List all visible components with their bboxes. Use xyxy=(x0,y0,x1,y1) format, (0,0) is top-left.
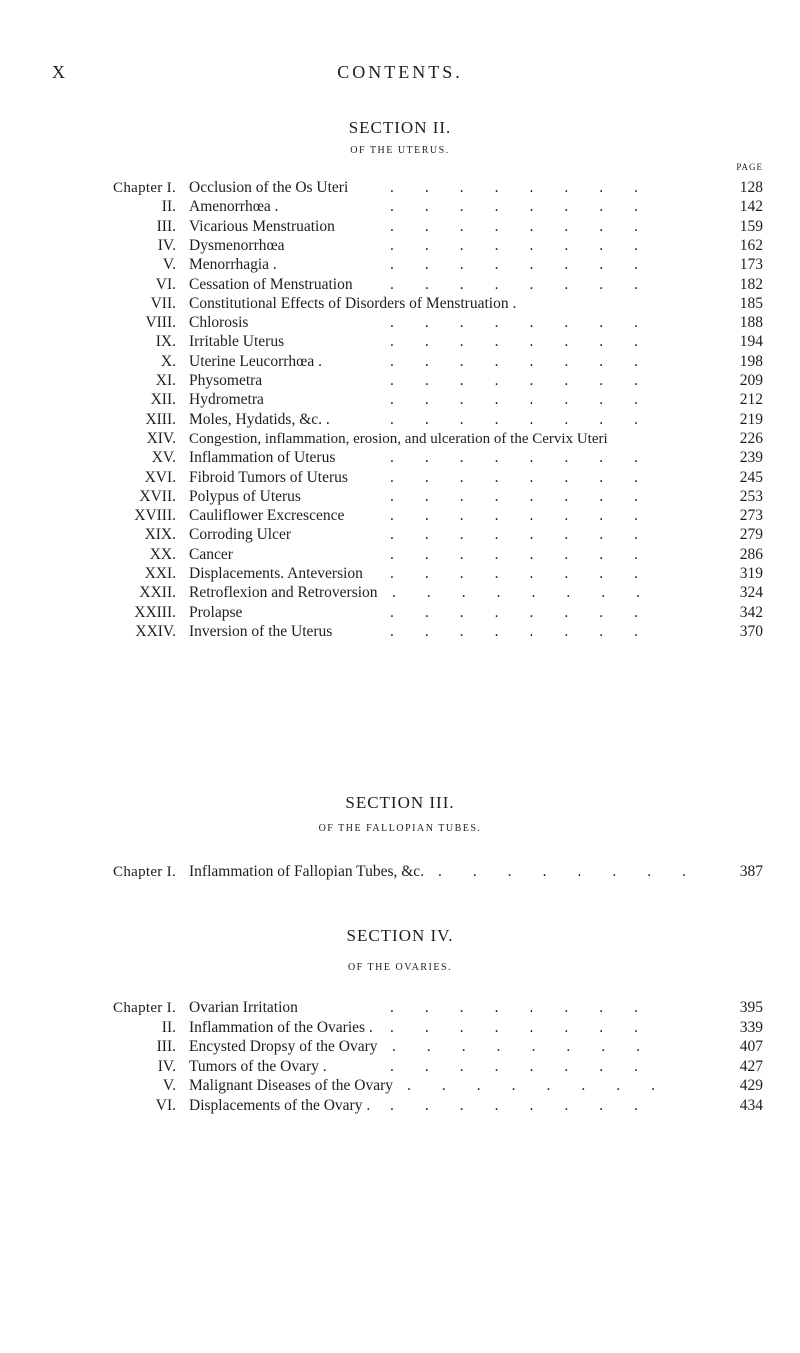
toc-entry xyxy=(0,332,800,352)
dot-leader: . . . . . . . . xyxy=(390,410,638,428)
page-number: 339 xyxy=(739,1018,763,1036)
toc-entry xyxy=(0,525,800,545)
section-title: SECTION III. xyxy=(345,793,455,812)
chapter-number: XXIV. xyxy=(135,622,176,640)
chapter-number: XVII. xyxy=(139,487,176,505)
page-number: 387 xyxy=(739,863,763,880)
chapter-number: IV. xyxy=(157,236,176,254)
dot-leader: . . . . . . . . xyxy=(390,314,638,332)
page-number: 434 xyxy=(739,1096,763,1114)
dot-leader: . . . . . . . . xyxy=(390,999,638,1016)
page-number: 407 xyxy=(739,1038,763,1055)
dot-leader: . . . . . . . . xyxy=(390,1096,638,1114)
dot-leader: . . . . . . . . xyxy=(390,256,638,274)
toc-entry xyxy=(0,275,800,295)
page-number: 212 xyxy=(739,391,763,409)
chapter-title: Moles, Hydatids, &c. . xyxy=(189,410,330,428)
chapter-number: IV. xyxy=(157,1057,176,1075)
page-number: 194 xyxy=(739,333,763,351)
chapter-number: XX. xyxy=(149,545,176,563)
dot-leader: . . . . . . . . xyxy=(390,526,638,544)
dot-leader: . . . . . . . . xyxy=(390,449,638,467)
chapter-number: Chapter I. xyxy=(113,180,176,196)
toc-entry xyxy=(0,998,800,1018)
toc-entry xyxy=(0,410,800,430)
toc-entry xyxy=(0,506,800,526)
toc-entry xyxy=(0,487,800,507)
toc-entry xyxy=(0,862,800,882)
section-title: SECTION II. xyxy=(348,118,452,137)
toc-entry xyxy=(0,178,800,198)
toc-entry xyxy=(0,583,800,603)
toc-entry xyxy=(0,545,800,565)
toc-entry xyxy=(0,622,800,642)
chapter-title: Amenorrhœa . xyxy=(189,198,279,216)
toc-entry xyxy=(0,294,800,314)
chapter-number: XVI. xyxy=(144,468,176,486)
chapter-title: Corroding Ulcer xyxy=(189,526,292,544)
chapter-title: Inversion of the Uterus xyxy=(189,622,333,640)
chapter-number: V. xyxy=(162,1077,176,1094)
dot-leader: . . . . . . . . xyxy=(392,1038,640,1055)
page-number: 159 xyxy=(739,217,763,235)
toc-entry xyxy=(0,236,800,256)
chapter-title: Inflammation of Uterus xyxy=(189,449,336,467)
chapter-number: XII. xyxy=(150,391,176,409)
dot-leader: . . . . . . . . xyxy=(390,372,638,389)
dot-leader: . . . . . . . . xyxy=(390,487,638,505)
chapter-title: Dysmenorrhœa xyxy=(189,236,285,254)
chapter-title: Constitutional Effects of Disorders of Menstruation . xyxy=(189,294,517,312)
dot-leader: . . . . . . . . xyxy=(390,236,638,254)
toc-entry xyxy=(0,371,800,391)
chapter-number: XXI. xyxy=(144,565,176,582)
chapter-title: Chlorosis xyxy=(189,314,249,332)
chapter-title: Inflammation of the Ovaries . xyxy=(189,1018,373,1036)
page-number: 324 xyxy=(739,584,763,602)
dot-leader: . . . . . . . . xyxy=(390,275,638,293)
section-subtitle: OF THE OVARIES. xyxy=(347,962,453,973)
chapter-title: Displacements of the Ovary . xyxy=(189,1096,371,1114)
page-number: 239 xyxy=(739,449,763,467)
dot-leader: . . . . . . . . xyxy=(390,1057,638,1075)
chapter-title: Hydrometra xyxy=(189,391,264,409)
chapter-number: VIII. xyxy=(145,314,176,332)
dot-leader: . . . . . . . . xyxy=(390,1018,638,1036)
page-column-label: PAGE xyxy=(736,162,763,172)
running-title: CONTENTS. xyxy=(337,62,463,82)
dot-leader: . . . . . . . . xyxy=(390,565,638,582)
page-number: 395 xyxy=(739,999,763,1016)
chapter-title: Menorrhagia . xyxy=(189,256,277,274)
toc-entry xyxy=(0,390,800,410)
chapter-number: Chapter I. xyxy=(113,1000,176,1016)
dot-leader: . . . . . . . . xyxy=(390,333,638,351)
page-number: 319 xyxy=(739,565,763,582)
chapter-number: II. xyxy=(161,1018,176,1036)
toc-entry xyxy=(0,603,800,623)
chapter-title: Polypus of Uterus xyxy=(189,487,301,505)
chapter-number: Chapter I. xyxy=(113,864,176,880)
chapter-number: VI. xyxy=(155,275,176,293)
chapter-title: Uterine Leucorrhœa . xyxy=(189,352,322,370)
chapter-title: Cauliflower Excrescence xyxy=(189,507,345,525)
chapter-title: Encysted Dropsy of the Ovary xyxy=(189,1038,378,1055)
toc-entry xyxy=(0,217,800,237)
page-number: 219 xyxy=(739,410,763,428)
dot-leader: . . . . . . . . xyxy=(390,198,638,216)
page-number: 245 xyxy=(739,468,763,486)
chapter-number: VII. xyxy=(150,294,176,312)
dot-leader: . . . . . . . . xyxy=(407,1077,655,1094)
chapter-title: Fibroid Tumors of Uterus xyxy=(189,468,348,486)
chapter-title: Inflammation of Fallopian Tubes, &c. xyxy=(189,863,425,880)
chapter-number: X. xyxy=(160,352,176,370)
page-number: 427 xyxy=(739,1057,763,1075)
chapter-title: Displacements. Anteversion xyxy=(189,565,363,582)
toc-entry xyxy=(0,255,800,275)
section-subtitle: OF THE UTERUS. xyxy=(350,145,450,156)
chapter-number: VI. xyxy=(155,1096,176,1114)
dot-leader: . . . . . . . . xyxy=(392,584,640,602)
chapter-title: Malignant Diseases of the Ovary xyxy=(189,1077,394,1094)
dot-leader: . . . . . . . . xyxy=(390,468,638,486)
chapter-number: II. xyxy=(161,198,176,216)
dot-leader: . . . . . . . . xyxy=(390,352,638,370)
dot-leader: . . . . . . . . xyxy=(438,863,686,880)
chapter-number: XIX. xyxy=(144,526,176,544)
page-number: 182 xyxy=(739,275,763,293)
toc-entry xyxy=(0,1096,800,1116)
page-number: 226 xyxy=(739,429,763,447)
page-number: 142 xyxy=(739,198,763,216)
page-number: 273 xyxy=(739,507,763,525)
dot-leader: . . . . . . . . xyxy=(390,545,638,563)
dot-leader: . . . . . . . . xyxy=(390,507,638,525)
page-number: 209 xyxy=(739,372,763,389)
toc-entry xyxy=(0,313,800,333)
toc-entry xyxy=(0,1076,800,1096)
page-number: 188 xyxy=(739,314,763,332)
chapter-number: XIV. xyxy=(146,429,176,447)
chapter-number: XI. xyxy=(155,372,176,389)
chapter-number: III. xyxy=(156,217,176,235)
toc-entry xyxy=(0,352,800,372)
toc-entry xyxy=(0,1037,800,1057)
chapter-title: Occlusion of the Os Uteri xyxy=(189,179,349,196)
toc-entry xyxy=(0,1057,800,1077)
page-number: 198 xyxy=(739,352,763,370)
page-number: 128 xyxy=(739,179,763,196)
page-number: 342 xyxy=(739,603,763,621)
toc-entry xyxy=(0,1018,800,1038)
toc-entry xyxy=(0,564,800,584)
chapter-title: Vicarious Menstruation xyxy=(189,217,335,235)
page-number: 185 xyxy=(739,294,763,312)
chapter-title: Irritable Uterus xyxy=(189,333,285,351)
chapter-title: Cancer xyxy=(189,545,233,563)
chapter-number: XV. xyxy=(151,449,176,467)
chapter-title: Congestion, inflammation, erosion, and ulceration of the Cervix Uteri xyxy=(189,430,608,447)
chapter-number: XXII. xyxy=(139,584,176,602)
page-number: 253 xyxy=(739,487,763,505)
chapter-number: XXIII. xyxy=(134,603,176,621)
chapter-number: III. xyxy=(156,1038,176,1055)
chapter-title: Cessation of Menstruation xyxy=(189,275,353,293)
chapter-number: V. xyxy=(162,256,176,274)
toc-entry xyxy=(0,197,800,217)
chapter-number: IX. xyxy=(155,333,176,351)
chapter-number: XVIII. xyxy=(134,507,176,525)
page-number: 173 xyxy=(739,256,763,274)
dot-leader: . . . . . . . . xyxy=(390,391,638,409)
page-number: 429 xyxy=(739,1077,763,1094)
chapter-title: Prolapse xyxy=(189,603,243,621)
toc-entry xyxy=(0,448,800,468)
section-subtitle: OF THE FALLOPIAN TUBES. xyxy=(318,823,482,834)
section-title: SECTION IV. xyxy=(346,926,454,945)
chapter-title: Physometra xyxy=(189,372,263,389)
chapter-title: Tumors of the Ovary . xyxy=(189,1057,327,1075)
page-number: 279 xyxy=(739,526,763,544)
page-number: 370 xyxy=(739,622,763,640)
running-head xyxy=(0,62,800,86)
dot-leader: . . . . . . . . xyxy=(390,603,638,621)
dot-leader: . . . . . . . . xyxy=(390,179,638,196)
dot-leader: . . . . . . . . xyxy=(390,217,638,235)
page-number-roman: X xyxy=(52,62,66,82)
page-number: 286 xyxy=(739,545,763,563)
toc-entry xyxy=(0,468,800,488)
dot-leader: . . . . . . . . xyxy=(390,622,638,640)
toc-entry xyxy=(0,429,800,449)
chapter-title: Ovarian Irritation xyxy=(189,999,298,1016)
page-number: 162 xyxy=(739,236,763,254)
chapter-title: Retroflexion and Retroversion xyxy=(189,584,378,602)
chapter-number: XIII. xyxy=(145,410,176,428)
